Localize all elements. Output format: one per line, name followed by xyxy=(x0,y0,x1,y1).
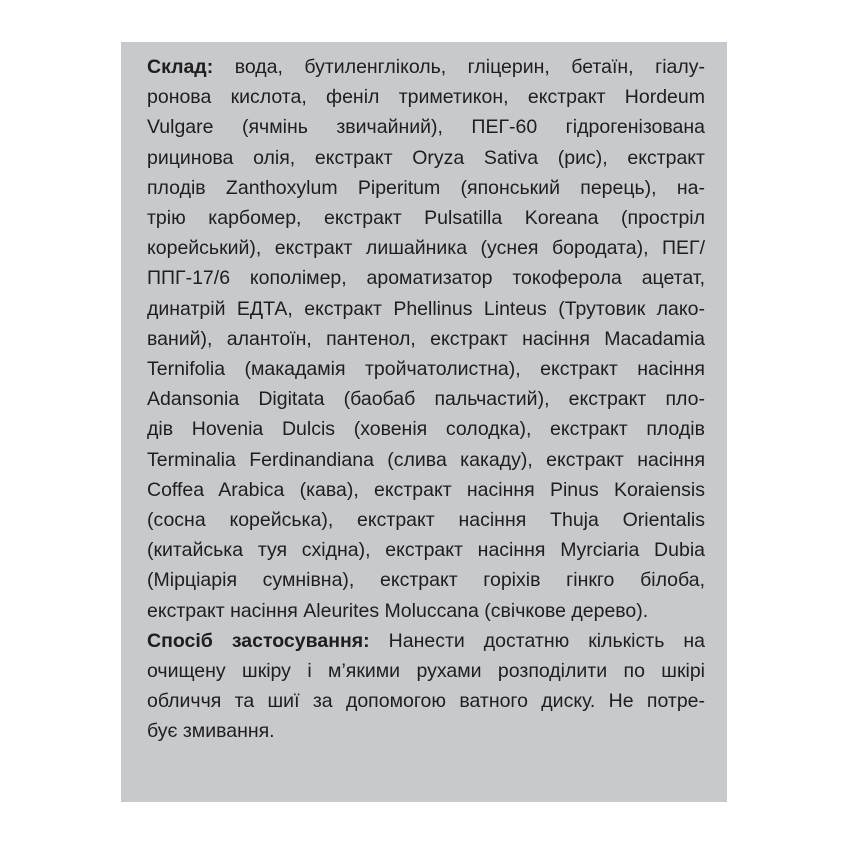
usage-first-line xyxy=(147,626,705,656)
composition-line: вода, бутиленгліколь, гліцерин, бетаїн, гіалу- xyxy=(234,56,705,78)
composition-heading: Склад: xyxy=(147,56,214,78)
product-label-panel xyxy=(121,42,727,802)
composition-line: дів Hovenia Dulcis (ховенія солодка), екстракт плодів xyxy=(147,418,705,441)
usage-line: бує змивання. xyxy=(147,720,275,743)
composition-line: екстракт насіння Aleurites Moluccana (свічкове дерево). xyxy=(147,599,649,622)
composition-line: Vulgare (ячмінь звичайний), ПЕГ-60 гідрогенізована xyxy=(147,116,705,139)
usage-line: очищену шкіру і м’якими рухами розподілити по шкірі xyxy=(147,660,705,683)
composition-line: Adansonia Digitata (баобаб пальчастий), екстракт пло- xyxy=(147,388,705,411)
composition-line: плодів Zanthoxylum Piperitum (японський перець), на- xyxy=(147,176,705,199)
usage-line: Нанести достатню кількість на xyxy=(388,629,705,652)
composition-line: рицинова олія, екстракт Oryza Sativa (рис), екстракт xyxy=(147,146,705,169)
label-text xyxy=(147,52,705,747)
composition-line: корейський), екстракт лишайника (уснея бородата), ПЕГ/ xyxy=(147,237,705,260)
composition-line: динатрій ЕДТА, екстракт Phellinus Linteus (Трутовик лако- xyxy=(147,297,705,320)
composition-line: (китайська туя східна), екстракт насіння Myrciaria Dubia xyxy=(147,539,705,562)
usage-heading: Спосіб застосування: xyxy=(147,629,370,652)
composition-line: (сосна корейська), екстракт насіння Thuja Orientalis xyxy=(147,509,705,532)
composition-line: (Мірціарія сумнівна), екстракт горіхів гінкго білоба, xyxy=(147,569,705,592)
composition-line: ППГ-17/6 кополімер, ароматизатор токоферола ацетат, xyxy=(147,267,705,290)
composition-line: Ternifolia (макадамія тройчатолистна), екстракт насіння xyxy=(147,358,705,381)
composition-line: ваний), алантоїн, пантенол, екстракт насіння Macadamia xyxy=(147,327,705,350)
composition-line: Coffea Arabica (кава), екстракт насіння Pinus Koraiensis xyxy=(147,478,705,501)
composition-line: ронова кислота, феніл триметикон, екстракт Hordeum xyxy=(147,86,705,109)
composition-line: трію карбомер, екстракт Pulsatilla Koreana (прострiл xyxy=(147,207,705,230)
composition-first-line xyxy=(147,52,705,82)
usage-line: обличчя та шиї за допомогою ватного диску. Не потре- xyxy=(147,690,705,713)
composition-line: Terminalia Ferdinandiana (слива какаду), екстракт насіння xyxy=(147,448,705,471)
